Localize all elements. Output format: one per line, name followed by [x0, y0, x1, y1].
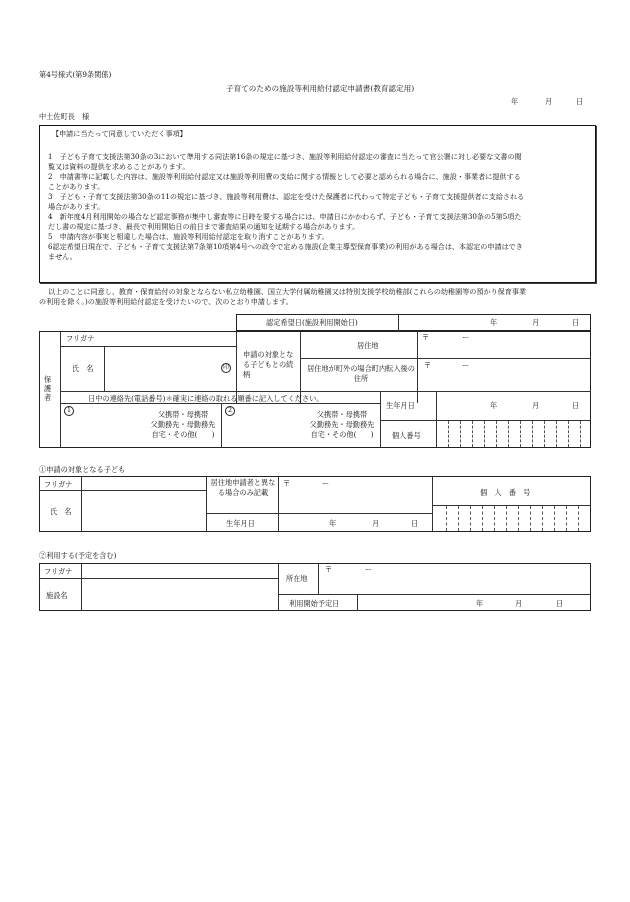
- child-birth-input[interactable]: [280, 515, 328, 530]
- facility-start-input[interactable]: [360, 596, 470, 610]
- contact-option[interactable]: 父勤務先・母勤務先: [309, 420, 375, 429]
- month-label: 月: [532, 318, 540, 327]
- guardian-name-label: 氏 名: [72, 364, 94, 373]
- child-id-label: 個 人 番 号: [480, 488, 531, 497]
- child-address-label: 居住地申請者と異なる場合のみ記載: [210, 478, 276, 497]
- notice-line: 6認定希望日現在で、子ども・子育て支援法第7条第10項第4号への政令で定める施設(企業主導型保育事業)の利用がある場合は、本認定の申請はでき: [48, 242, 523, 251]
- date-month-label: 月: [545, 97, 553, 106]
- postal-dash: ー: [365, 565, 373, 574]
- address-label: 居住地: [357, 341, 379, 350]
- facility-name-input[interactable]: [83, 580, 276, 609]
- agreement-line-1: 以上のことに同意し、教育・保育給付の対象とならない私立幼稚園、国立大学付属幼稚園又は特別支援学校幼稚部(これらの幼稚園等の預かり保育事業: [48, 287, 527, 296]
- date-day-label: 日: [576, 97, 584, 106]
- child-furigana-input[interactable]: [83, 477, 204, 489]
- notice-line: 1 子ども子育て支援法第30条の3において準用する同法第16条の規定に基づき、施設等利用給付認定の審査に当たって官公署に対し必要な文書の閲: [48, 152, 522, 161]
- contact1-phone-input[interactable]: [62, 414, 142, 446]
- contact-option[interactable]: 父勤務先・母勤務先: [150, 420, 216, 429]
- day-label: 日: [556, 599, 564, 608]
- contact2-phone-input[interactable]: [223, 414, 303, 446]
- notice-line: ません。: [48, 252, 77, 261]
- child-section-heading: ①申請の対象となる子ども: [39, 465, 126, 474]
- postal-mark: 〒: [283, 479, 291, 488]
- month-label: 月: [532, 401, 540, 410]
- guardian-section-label: 保護者: [44, 375, 52, 402]
- postal-mark: 〒: [424, 361, 432, 370]
- birth-label: 生年月日: [386, 401, 415, 410]
- day-label: 日: [411, 519, 419, 528]
- month-label: 月: [515, 599, 523, 608]
- contact-option[interactable]: 父携帯・母携帯: [157, 410, 209, 419]
- facility-name-label: 施設名: [46, 591, 68, 600]
- agreement-line-2: の利用を除く。)の施設等利用給付認定を受けたいので、次のとおり申請します。: [39, 297, 293, 306]
- date-year-label: 年: [511, 97, 519, 106]
- consent-notice-box: [39, 125, 596, 283]
- transfer-address-input[interactable]: [419, 371, 589, 389]
- contact1-number-label: 1: [64, 406, 74, 416]
- postal-dash: ー: [322, 479, 330, 488]
- desired-date-label: 認定希望日(施設利用開始日): [266, 318, 358, 327]
- child-name-input[interactable]: [83, 492, 204, 530]
- facility-location-input[interactable]: [320, 575, 588, 592]
- guardian-birth-input[interactable]: [438, 393, 488, 419]
- notice-line: 2 申請書等に記載した内容は、施設等利用給付認定又は施設等利用費の支給に関する情報として必要と認められる場合に、施設・事業者に提供する: [48, 172, 521, 181]
- notice-line: 4 新年度4月利用開始の場合など認定事務が集中し審査等に日時を要する場合には、申請日にかかわらず、子ども・子育て支援法第30条の5第5項た: [48, 212, 522, 221]
- child-address-input[interactable]: [280, 489, 430, 511]
- seal-mark: [221, 362, 231, 373]
- postal-mark: 〒: [325, 565, 333, 574]
- contact1-options[interactable]: [148, 410, 218, 440]
- facility-start-label: 利用開始予定日: [289, 599, 340, 608]
- child-id-input[interactable]: [433, 506, 590, 531]
- id-label: 個人番号: [392, 431, 421, 440]
- furigana-label: フリガナ: [66, 334, 95, 343]
- notice-line: だし書の規定に基づき、最長で利用開始日の前日まで審査結果の通知を延期する場合があります。: [48, 222, 360, 231]
- postal-mark: 〒: [422, 333, 430, 342]
- contact2-options[interactable]: [306, 410, 378, 440]
- facility-location-label: 所在地: [286, 574, 308, 583]
- notice-heading: 【申請に当たって同意していただく事項】: [52, 129, 187, 138]
- out-of-town-label: 居住地が町外の場合町内転入後の住所: [307, 364, 415, 383]
- guardian-name-input[interactable]: [106, 348, 216, 388]
- day-label: 日: [572, 401, 580, 410]
- year-label: 年: [490, 401, 498, 410]
- notice-line: ことがあります。: [48, 182, 105, 191]
- year-label: 年: [476, 599, 484, 608]
- notice-line: 3 子ども・子育て支援法第30条の11の規定に基づき、施設等利用費は、認定を受けた保護者に代わって特定子ども・子育て支援提供者に支給される: [48, 192, 525, 201]
- notice-line: 覧又は資料の提供を求めることがあります。: [48, 162, 190, 171]
- contact-option[interactable]: 自宅・その他( ): [151, 430, 215, 439]
- postal-dash: ー: [462, 333, 470, 342]
- notice-line: 場合があります。: [48, 202, 105, 211]
- child-name-label: 氏 名: [50, 507, 72, 516]
- child-furigana-label: フリガナ: [44, 480, 73, 489]
- form-title: 子育てのための施設等利用給付認定申請書(教育認定用): [226, 84, 415, 93]
- child-birth-label: 生年月日: [226, 519, 255, 528]
- contact-option[interactable]: 自宅・その他( ): [310, 430, 374, 439]
- month-label: 月: [372, 519, 380, 528]
- facility-section-heading: ②利用する(予定を含む): [39, 551, 117, 560]
- year-label: 年: [490, 318, 498, 327]
- facility-furigana-label: フリガナ: [44, 567, 73, 576]
- year-label: 年: [329, 519, 337, 528]
- guardian-id-input[interactable]: [437, 421, 590, 447]
- contact2-number-label: 2: [225, 406, 235, 416]
- contact-option[interactable]: 父携帯・母携帯: [316, 410, 368, 419]
- relation-label: 申請の対象となる子どもとの続柄: [243, 350, 294, 379]
- guardian-furigana-input[interactable]: [106, 332, 234, 345]
- seal-label: 印: [222, 364, 229, 371]
- addressee: 中土佐町長 様: [39, 112, 90, 121]
- guardian-address-input[interactable]: [419, 343, 589, 357]
- form-number: 第4号様式(第9条関係): [39, 70, 112, 79]
- contact-label: 日中の連絡先(電話番号)＊確実に連絡の取れる順番に記入してください。: [88, 394, 324, 403]
- desired-date-input[interactable]: [400, 315, 486, 330]
- day-label: 日: [572, 318, 580, 327]
- facility-furigana-input[interactable]: [83, 564, 276, 577]
- postal-dash: ー: [462, 361, 470, 370]
- notice-line: 5 申請内容が事実と相違した場合は、施設等利用給付認定を取り消すことがあります。: [48, 232, 329, 241]
